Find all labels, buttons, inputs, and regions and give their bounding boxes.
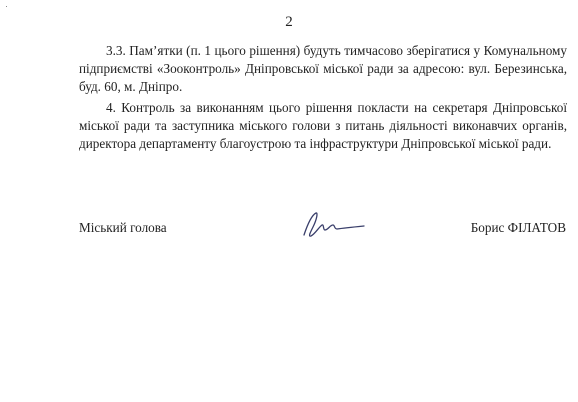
paragraph-4: 4. Контроль за виконанням цього рішення покласти на секретаря Дніпровської міської ради та заступника міського голови з питань діяльності виконавчих органів, директора департаменту благоустрою та інфраструктури Дніпровської міської ради. bbox=[79, 100, 567, 151]
signatory-name: Борис ФІЛАТОВ bbox=[470, 220, 566, 235]
signatory-title: Міський голова bbox=[79, 220, 167, 235]
scan-speck bbox=[6, 6, 7, 7]
page-number: 2 bbox=[285, 14, 293, 30]
paragraph-3-3: 3.3. Пам’ятки (п. 1 цього рішення) будуть тимчасово зберігатися у Комунальному підприємстві «Зооконтроль» Дніпровської міської ради за адресою: вул. Березинська, буд. 60, м. Дніпро. bbox=[79, 43, 567, 94]
handwritten-signature bbox=[298, 205, 368, 243]
